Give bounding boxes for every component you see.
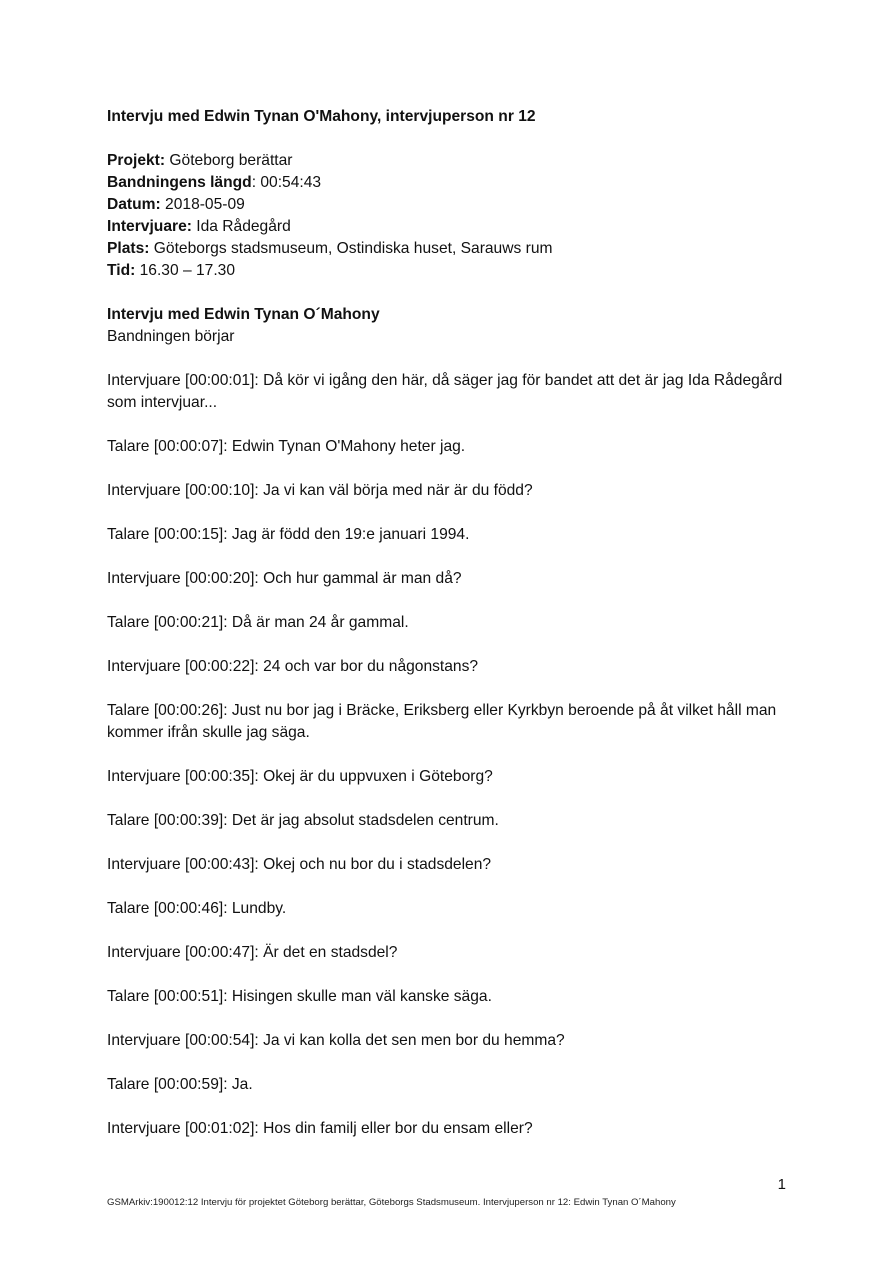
speaker: Intervjuare	[107, 1120, 181, 1137]
timestamp: [00:00:43]	[185, 856, 255, 873]
metadata-interviewer	[107, 216, 787, 238]
speaker: Intervjuare	[107, 1032, 181, 1049]
utterance: Och hur gammal är man då?	[263, 570, 462, 587]
utterance: Okej är du uppvuxen i Göteborg?	[263, 768, 493, 785]
utterance: Hisingen skulle man väl kanske säga.	[231, 988, 492, 1005]
page-footer: GSMArkiv:190012:12 Intervju för projektet Göteborg berättar, Göteborgs Stadsmuseum. Intervjuperson nr 12: Edwin Tynan O´Mahony	[107, 1197, 676, 1208]
speaker: Talare	[107, 702, 150, 719]
utterance: Ja vi kan kolla det sen men bor du hemma?	[263, 1032, 565, 1049]
timestamp: [00:00:15]	[153, 526, 224, 543]
metadata-value: 16.30 – 17.30	[135, 262, 236, 279]
transcript-turn: Intervjuare [00:00:01]: Då kör vi igång den här, då säger jag för bandet att det är jag Ida Rådegård som intervjuar...	[107, 372, 783, 411]
speaker: Talare	[107, 988, 150, 1005]
speaker: Intervjuare	[107, 658, 181, 675]
transcript-turn: Intervjuare [00:00:43]: Okej och nu bor du i stadsdelen?	[107, 856, 492, 873]
speaker: Talare	[107, 614, 150, 631]
speaker: Intervjuare	[107, 768, 181, 785]
metadata-block	[107, 150, 787, 282]
speaker: Intervjuare	[107, 570, 181, 587]
metadata-value: Göteborgs stadsmuseum, Ostindiska huset, Sarauws rum	[149, 240, 553, 257]
metadata-date	[107, 194, 787, 216]
timestamp: [00:00:47]	[185, 944, 255, 961]
utterance: Ja.	[231, 1076, 253, 1093]
speaker: Intervjuare	[107, 482, 181, 499]
transcript-turn: Intervjuare [00:00:47]: Är det en stadsdel?	[107, 944, 398, 961]
timestamp: [00:00:26]	[153, 702, 224, 719]
utterance: Då är man 24 år gammal.	[231, 614, 409, 631]
metadata-time	[107, 260, 787, 282]
metadata-label: Datum:	[107, 196, 161, 213]
timestamp: [00:00:20]	[185, 570, 255, 587]
transcript-turn: Talare [00:00:39]: Det är jag absolut stadsdelen centrum.	[107, 812, 499, 829]
timestamp: [00:00:39]	[153, 812, 224, 829]
transcript-turn: Talare [00:00:51]: Hisingen skulle man väl kanske säga.	[107, 988, 492, 1005]
transcript-turn: Intervjuare [00:00:54]: Ja vi kan kolla det sen men bor du hemma?	[107, 1032, 565, 1049]
transcript-turn: Talare [00:00:46]: Lundby.	[107, 900, 287, 917]
timestamp: [00:00:07]	[153, 438, 224, 455]
speaker: Intervjuare	[107, 372, 181, 389]
timestamp: [00:00:35]	[185, 768, 255, 785]
utterance: Just nu bor jag i Bräcke, Eriksberg eller Kyrkbyn beroende på åt vilket håll man kommer ifrån skulle jag säga.	[107, 702, 777, 741]
recording-start-note: Bandningen börjar	[107, 328, 235, 345]
metadata-value: : 00:54:43	[251, 174, 322, 191]
speaker: Talare	[107, 900, 150, 917]
transcript	[107, 370, 787, 1140]
metadata-recording-length	[107, 172, 787, 194]
metadata-label: Plats:	[107, 240, 150, 257]
transcript-turn: Intervjuare [00:00:35]: Okej är du uppvuxen i Göteborg?	[107, 768, 493, 785]
timestamp: [00:00:51]	[153, 988, 224, 1005]
utterance: 24 och var bor du någonstans?	[263, 658, 479, 675]
transcript-turn: Talare [00:00:07]: Edwin Tynan O'Mahony heter jag.	[107, 438, 466, 455]
transcript-turn: Intervjuare [00:00:22]: 24 och var bor du någonstans?	[107, 658, 479, 675]
metadata-value: Göteborg berättar	[165, 152, 293, 169]
transcript-turn: Intervjuare [00:00:10]: Ja vi kan väl börja med när är du född?	[107, 482, 533, 499]
metadata-project	[107, 150, 787, 172]
speaker: Intervjuare	[107, 856, 181, 873]
utterance: Edwin Tynan O'Mahony heter jag.	[231, 438, 466, 455]
utterance: Är det en stadsdel?	[263, 944, 398, 961]
metadata-value: Ida Rådegård	[191, 218, 291, 235]
transcript-turn: Intervjuare [00:01:02]: Hos din familj eller bor du ensam eller?	[107, 1120, 533, 1137]
timestamp: [00:00:01]	[185, 372, 255, 389]
utterance: Lundby.	[231, 900, 287, 917]
timestamp: [00:00:59]	[153, 1076, 224, 1093]
speaker: Intervjuare	[107, 944, 181, 961]
utterance: Jag är född den 19:e januari 1994.	[231, 526, 470, 543]
interview-subheading: Intervju med Edwin Tynan O´Mahony	[107, 306, 380, 323]
metadata-label: Bandningens längd	[107, 174, 252, 191]
transcript-turn: Talare [00:00:21]: Då är man 24 år gammal.	[107, 614, 409, 631]
metadata-label: Tid:	[107, 262, 136, 279]
speaker: Talare	[107, 438, 150, 455]
utterance: Okej och nu bor du i stadsdelen?	[263, 856, 492, 873]
timestamp: [00:00:21]	[153, 614, 224, 631]
timestamp: [00:00:22]	[185, 658, 255, 675]
timestamp: [00:00:54]	[185, 1032, 255, 1049]
document-body	[107, 106, 787, 1162]
transcript-turn: Intervjuare [00:00:20]: Och hur gammal är man då?	[107, 570, 462, 587]
metadata-label: Intervjuare:	[107, 218, 192, 235]
timestamp: [00:00:10]	[185, 482, 255, 499]
timestamp: [00:01:02]	[185, 1120, 255, 1137]
speaker: Talare	[107, 1076, 150, 1093]
utterance: Hos din familj eller bor du ensam eller?	[263, 1120, 533, 1137]
transcript-turn: Talare [00:00:15]: Jag är född den 19:e januari 1994.	[107, 526, 470, 543]
document-title: Intervju med Edwin Tynan O'Mahony, intervjuperson nr 12	[107, 108, 536, 125]
utterance: Det är jag absolut stadsdelen centrum.	[231, 812, 499, 829]
page-number: 1	[777, 1176, 786, 1193]
timestamp: [00:00:46]	[153, 900, 224, 917]
transcript-turn: Talare [00:00:59]: Ja.	[107, 1076, 253, 1093]
transcript-turn: Talare [00:00:26]: Just nu bor jag i Bräcke, Eriksberg eller Kyrkbyn beroende på åt vilket håll man kommer ifrån skulle jag säga.	[107, 702, 777, 741]
speaker: Talare	[107, 526, 150, 543]
metadata-value: 2018-05-09	[160, 196, 245, 213]
speaker: Talare	[107, 812, 150, 829]
metadata-place	[107, 238, 787, 260]
metadata-label: Projekt:	[107, 152, 166, 169]
utterance: Då kör vi igång den här, då säger jag för bandet att det är jag Ida Rådegård som intervjuar...	[107, 372, 783, 411]
utterance: Ja vi kan väl börja med när är du född?	[263, 482, 533, 499]
